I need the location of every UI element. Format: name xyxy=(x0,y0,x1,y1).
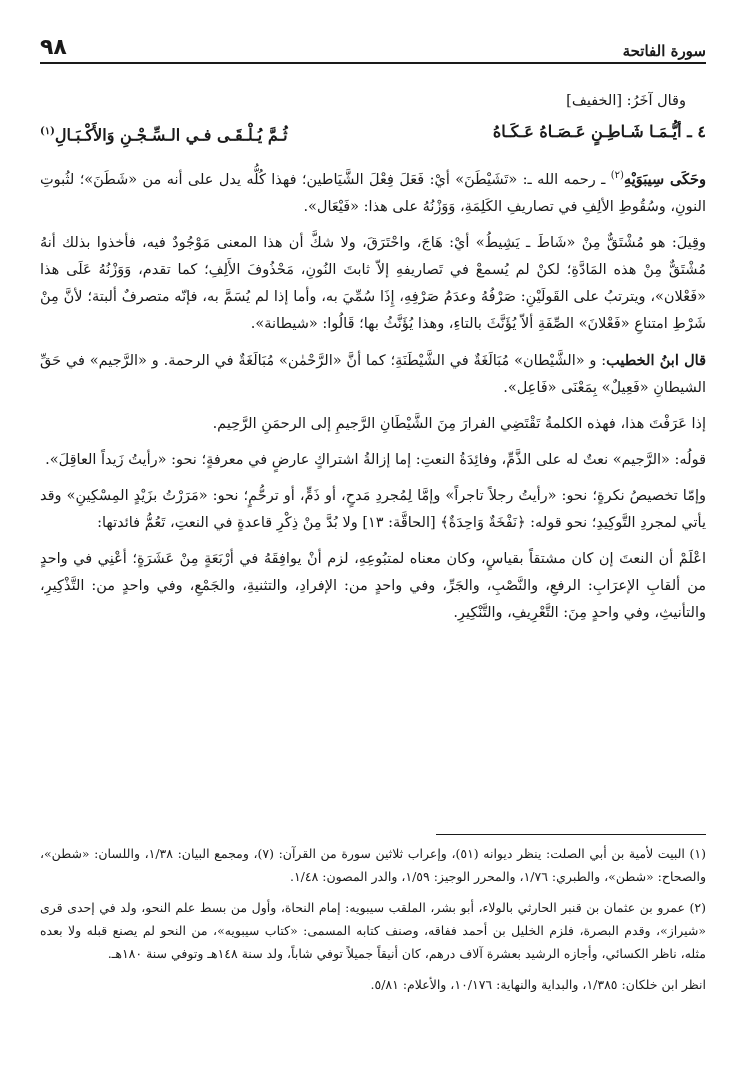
footnote-ref-1: (١) xyxy=(40,126,55,137)
paragraph-text: : و «الشَّيْطان» مُبَالَغَةٌ في الشَّيْطَنَةِ؛ كما أنَّ «الرَّحْمٰن» مُبَالَغَةٌ في الرحمة. و «الرَّجيم» في حَقِّ الشيطانِ «فَعِيلٌ» بِمَعْنَى «فَاعِل». xyxy=(40,353,706,397)
header-divider xyxy=(40,62,706,64)
paragraph-nakira: وإمّا تخصيصُ نكرةٍ؛ نحو: «رأيتُ رجلاً تاجراً» وإمَّا لِمُجردِ مَدحٍ، أو ذَمٍّ، أو ترحُّمٍ؛ نحو: «مَرَرْتُ بزَيْدٍ المِسْكِينِ» وقد يأتي لمجردِ التَّوكِيدِ؛ نحو قوله: ﴿نَفْخَةٌ وَاحِدَةٌ﴾ [الحاقَّة: ١٣] ولا بُدَّ مِنْ ذِكْرِ قاعدةٍ في النعتِ، تَعُمُّ فائدتها: xyxy=(40,488,706,532)
paragraph-ibn-khatib xyxy=(40,347,706,402)
paragraph-conclusion: إذا عَرَفْتَ هذا، فهذه الكلمةُ تَقْتَضِي الفرارَ مِنَ الشَّيْطَانِ الرَّجيمِ إلى الرحمَنِ الرَّحِيم. xyxy=(212,416,706,433)
page-number: ٩٨ xyxy=(40,35,67,60)
verse-second-hemistich xyxy=(40,117,288,150)
paragraph-text: ـ رحمه الله ـ: «تَشَيْطَنَ» أيْ: فَعَلَ فِعْلَ الشَّيَاطين؛ فهذا كُلُّه يدل على أنه من «شَطَنَ»؛ لثُبوتِ النونِ، وسُقُوطِ الألِفِ في تصاريفِ الكَلِمَةِ، وَوَزْنُهُ على هذا: «فَيْعَال». xyxy=(40,172,706,216)
paragraph-lead: قال ابنُ الخطيب xyxy=(606,352,706,370)
paragraph-rule: اعْلَمْ أن النعتَ إن كان مشتقاً بقياسٍ، وكان معناه لمتبُوعِهِ، لزم أنْ يوافِقَهُ في أرْبَعَةٍ مِنْ عَشَرَةٍ؛ أعْنِي في واحدٍ من ألقابِ الإعرَابِ: الرفعِ، والنَّصْبِ، والجَرِّ، وفي واحدٍ من: الإفرادِ، والتثنيةِ، والجَمْعِ، وفي واحدٍ من: التَّذْكِيرِ، والتأنيثِ، وفي واحدٍ مِنَ: التَّعْرِيفِ، والتَّنْكِيرِ. xyxy=(40,551,706,622)
footnotes xyxy=(40,842,706,1004)
verse-second-hemistich-text: ثُـمَّ يُـلْـقَـى فـي الـسِّـجْـنِ وَالأَكْـبَـالِ xyxy=(54,125,288,145)
footnote-divider xyxy=(436,834,706,835)
footnote-2: (٢) عمرو بن عثمان بن قنبر الحارثي بالولاء، أبو بشر، الملقب سيبويه: إمام النحاة، وأول من بسط علم النحو، ولد في إحدى قرى «شيراز»، وقدم البصرة، فلزم الخليل بن أحمد ففاقه، وصنف كتابه المسمى: «كتاب سيبويه»، من النحو لم يصنع قبله ولا بعده مثله، ناظر الكسائي، وأجازه الرشيد بعشرة آلاف درهم، كان أنيقاً جميلاً توفي شاباً، ولد سنة ١٤٨هـ وتوفي سنة ١٨٠هـ. xyxy=(40,900,706,961)
verse-intro: وقال آخَرُ: [الخفيف] xyxy=(566,93,686,109)
poetry-verse xyxy=(40,117,706,150)
verse-first-hemistich: ٤ ـ أيُّـمَـا شَـاطِـنٍ عَـصَـاهُ عَـكَـاهُ xyxy=(492,122,706,141)
running-header xyxy=(40,30,706,60)
paragraph-rajim: قولُه: «الرَّجيم» نعتٌ له على الذَّمِّ، وفائِدَةُ النعتِ: إما إزالةُ اشتراكٍ عارضٍ في معرفةٍ؛ نحو: «رأيتُ زَيداً العاقِلَ». xyxy=(45,452,706,469)
footnote-2-sources: انظر ابن خلكان: ١/٣٨٥، والبداية والنهاية: ١٠/١٧٦، والأعلام: ٥/٨١. xyxy=(370,977,706,992)
paragraph-lead: وحَكَى سِيبَوَيْهِ xyxy=(623,171,707,189)
surah-title: سورة الفاتحة xyxy=(622,42,706,60)
footnote-ref-2: (٢) xyxy=(610,170,624,182)
paragraph-sibawayh xyxy=(40,162,706,221)
main-text xyxy=(40,88,706,636)
paragraph-derivation: وقِيلَ: هو مُشْتَقٌّ مِنْ «شَاطَ ـ يَشِيطُ» أيْ: هَاجَ، واحْتَرَقَ، ولا شكَّ أن هذا المعنى مَوْجُودٌ فيه، فأخذوا بذلك أنهُ مُشْتَقٌّ مِنْ هذه المَادَّةِ؛ لكنْ لم يُسمعْ في تَصاريفهِ إلاّ ثابتَ النُونِ، مَحْذُوفَ الأَلِفِ؛ كما تقدم، وَوَزْنُهُ عَلَى هذا «فَعْلان»، ويترتبُ على القَولَيْنِ: صَرْفُهُ وعدَمُ صَرْفِهِ، إِذَا سُمِّيَ به، وأما إذا لم يُسَمَّ به، فإنّه متصرفٌ ألبتة؛ لأنَّ مِنْ شَرْطِ امتناعِ «فَعْلانَ» الصِّفَةِ ألاّ يُؤَنَّثَ بالتاءِ، وهذا يُؤَنَّثُ بها؛ قَالُوا: «شيطانة». xyxy=(40,235,706,333)
footnote-1: (١) البيت لأمية بن أبي الصلت: ينظر ديوانه (٥١)، وإعراب ثلاثين سورة من القرآن: (٧)، ومجمع البيان: ١/٣٨، واللسان: «شطن»، والصحاح: «شطن»، والطبري: ١/٧٦، والمحرر الوجيز: ١/٥٩، والدر المصون: ١/٤٨. xyxy=(40,846,706,884)
